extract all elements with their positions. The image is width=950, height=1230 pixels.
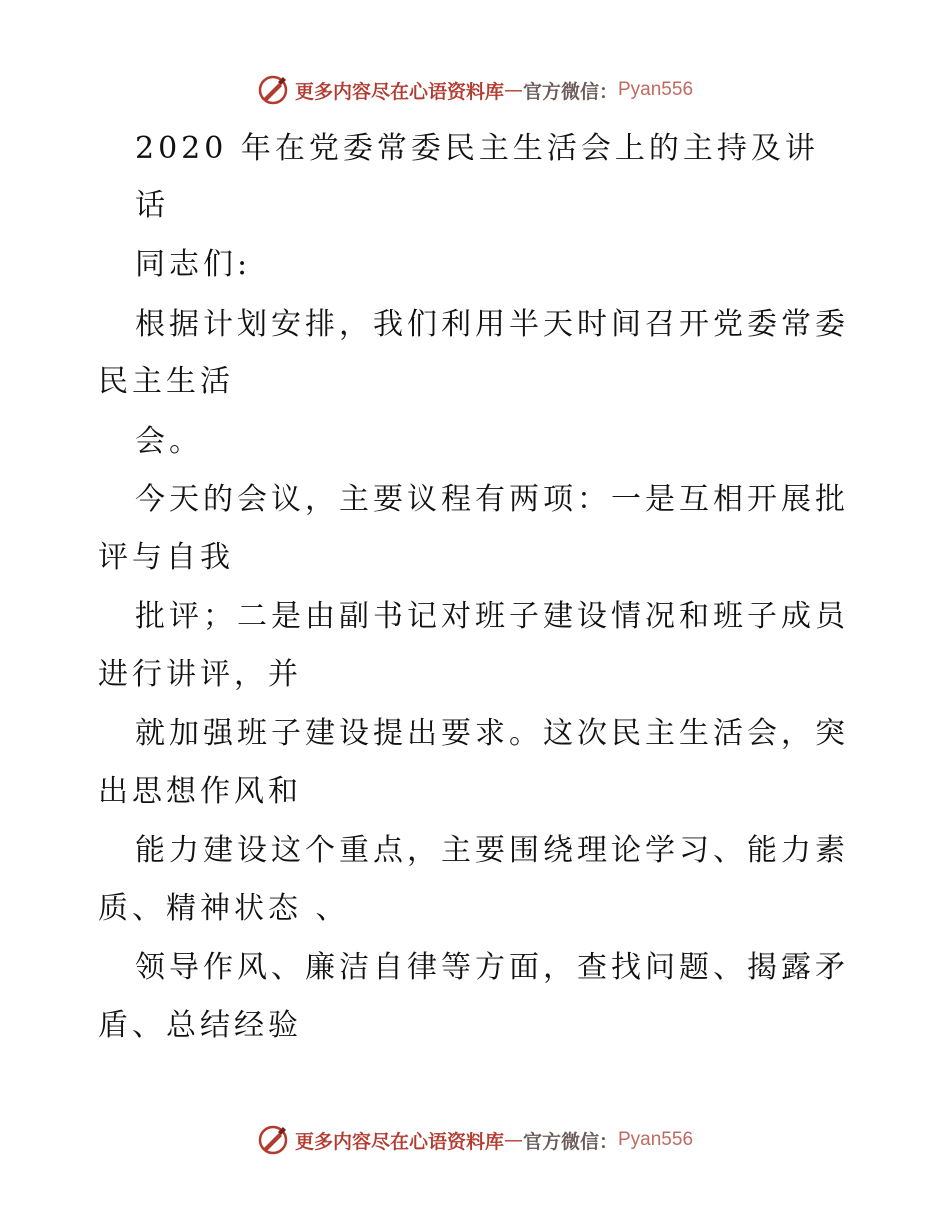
paragraph-line: 出思想作风和	[98, 774, 302, 809]
paragraph-line: 质、精神状态 、	[98, 891, 350, 926]
paragraph-line: 会。	[135, 424, 203, 459]
brand-dash: —	[503, 79, 523, 101]
brand-site-text: 更多内容尽在心语资料库	[294, 80, 504, 103]
brand-dash: —	[503, 1129, 523, 1151]
paragraph-line: 进行讲评，并	[98, 657, 302, 692]
salutation: 同志们:	[135, 247, 252, 282]
paragraph-line: 领导作风、廉洁自律等方面，查找问题、揭露矛	[135, 950, 849, 985]
paragraph-line: 批评；二是由副书记对班子建设情况和班子成员	[135, 599, 849, 634]
brand-site-text: 更多内容尽在心语资料库	[294, 1130, 504, 1153]
document-title-line-1: 2020 年在党委常委民主生活会上的主持及讲	[135, 131, 819, 166]
paragraph-line: 盾、总结经验	[98, 1008, 302, 1043]
brand-wechat-id: Pyan556	[618, 1129, 694, 1150]
brand-official-label: 官方微信：	[522, 1130, 618, 1153]
quill-pen-logo-icon	[257, 74, 289, 106]
paragraph-line: 能力建设这个重点，主要围绕理论学习、能力素	[135, 833, 849, 868]
brand-official-label: 官方微信：	[522, 80, 618, 103]
paragraph-line: 根据计划安排，我们利用半天时间召开党委常委	[135, 307, 849, 342]
quill-pen-logo-icon	[257, 1124, 289, 1156]
paragraph-line: 评与自我	[98, 540, 234, 575]
paragraph-line: 就加强班子建设提出要求。这次民主生活会，突	[135, 716, 849, 751]
paragraph-line: 民主生活	[98, 364, 234, 399]
header-watermark	[0, 70, 950, 110]
brand-wechat-id: Pyan556	[618, 79, 694, 100]
footer-watermark	[0, 1120, 950, 1160]
paragraph-line: 今天的会议，主要议程有两项：一是互相开展批	[135, 482, 849, 517]
document-title-line-2: 话	[135, 188, 169, 223]
